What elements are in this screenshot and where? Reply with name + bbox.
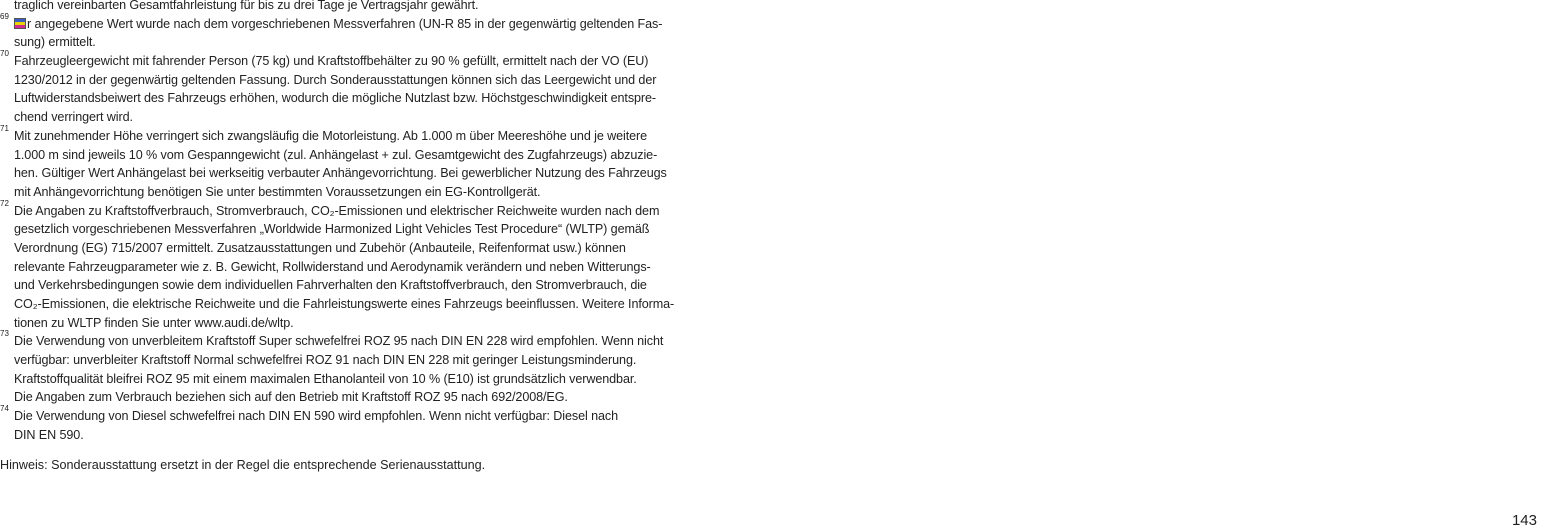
footnote-number: 71 — [0, 123, 9, 133]
footnote-line-text: r angegebene Wert wurde nach dem vorgeschriebenen Messverfahren (UN-R 85 in der gegenwärtig geltenden Fas- — [27, 16, 663, 31]
footnote-number: 74 — [0, 404, 9, 414]
footnote-72 — [0, 198, 740, 333]
footnote-line: Die Angaben zu Kraftstoffverbrauch, Stromverbrauch, CO₂-Emissionen und elektrischer Reichweite wurden nach dem — [14, 203, 660, 218]
intro-line: traglich vereinbarten Gesamtfahrleistung für bis zu drei Tage je Vertragsjahr gewährt. — [14, 0, 479, 12]
footnote-number: 69 — [0, 11, 9, 21]
note-text: Hinweis: Sonderausstattung ersetzt in der Regel die entsprechende Serienausstattung. — [0, 458, 486, 472]
footnote-69 — [0, 11, 740, 52]
footnote-line: Mit zunehmender Höhe verringert sich zwangsläufig die Motorleistung. Ab 1.000 m über Meereshöhe und je weitere — [14, 128, 648, 143]
footnote-line: Kraftstoffqualität bleifrei ROZ 95 mit einem maximalen Ethanolanteil von 10 % (E10) ist grundsätzlich verwendbar. — [14, 371, 637, 386]
footnote-line — [0, 15, 740, 34]
footnote-line: mit Anhängevorrichtung benötigen Sie unter bestimmten Voraussetzungen ein EG-Kontrollgerät. — [14, 184, 541, 199]
footnote-line: 1.000 m sind jeweils 10 % vom Gespanngewicht (zul. Anhängelast + zul. Gesamtgewicht des Zugfahrzeugs) abzuzie- — [14, 147, 658, 162]
footnote-line: Die Verwendung von Diesel schwefelfrei nach DIN EN 590 wird empfohlen. Wenn nicht verfügbar: Diesel nach — [14, 409, 618, 424]
footnote-line: verfügbar: unverbleiter Kraftstoff Normal schwefelfrei ROZ 91 nach DIN EN 228 mit geringer Leistungsminderung. — [14, 353, 637, 368]
footnote-line: Die Verwendung von unverbleitem Kraftstoff Super schwefelfrei ROZ 95 nach DIN EN 228 wird empfohlen. Wenn nicht — [14, 334, 664, 349]
footnote-line: DIN EN 590. — [14, 427, 84, 442]
footnote-73 — [0, 329, 740, 407]
footnote-71 — [0, 123, 740, 202]
footnote-line: sung) ermittelt. — [14, 35, 96, 50]
footnote-number: 70 — [0, 49, 9, 59]
footnote-number: 73 — [0, 329, 9, 339]
footnote-line: relevante Fahrzeugparameter wie z. B. Gewicht, Rollwiderstand und Aerodynamik verändern und neben Witterungs- — [14, 259, 651, 274]
footnote-line: gesetzlich vorgeschriebenen Messverfahren „Worldwide Harmonized Light Vehicles Test Procedure“ (WLTP) gemäß — [14, 222, 650, 237]
footnote-70 — [0, 49, 740, 127]
footnote-line: Die Angaben zum Verbrauch beziehen sich auf den Betrieb mit Kraftstoff ROZ 95 nach 692/2008/EG. — [14, 390, 568, 405]
footnote-line: 1230/2012 in der gegenwärtig geltenden Fassung. Durch Sonderausstattungen können sich das Leergewicht und der — [14, 72, 657, 87]
footnote-line: Verordnung (EG) 715/2007 ermittelt. Zusatzausstattungen und Zubehör (Anbauteile, Reifenformat usw.) können — [14, 240, 626, 255]
footnote-line: und Verkehrsbedingungen sowie dem individuellen Fahrverhalten den Kraftstoffverbrauch, den Stromverbrauch, die — [14, 278, 647, 293]
footnote-line: hen. Gültiger Wert Anhängelast bei werkseitig verbauter Anhängevorrichtung. Bei gewerblicher Nutzung des Fahrzeugs — [14, 166, 667, 181]
footnote-number: 72 — [0, 198, 9, 208]
footnote-line: Fahrzeugleergewicht mit fahrender Person (75 kg) und Kraftstoffbehälter zu 90 % gefüllt, ermittelt nach der VO (EU) — [14, 54, 649, 69]
footnote-line: chend verringert wird. — [14, 110, 133, 125]
footnote-line: Luftwiderstandsbeiwert des Fahrzeugs erhöhen, wodurch die mögliche Nutzlast bzw. Höchstgeschwindigkeit entspre- — [14, 91, 657, 106]
footnote-line: CO₂-Emissionen, die elektrische Reichweite und die Fahrleistungswerte eines Fahrzeugs beeinflussen. Weitere Informa- — [14, 297, 675, 311]
footnotes-section — [0, 0, 740, 445]
page-number: 143 — [1511, 512, 1537, 529]
color-glyph-icon — [14, 18, 26, 29]
footnote-line: tionen zu WLTP finden Sie unter www.audi.de/wltp. — [14, 315, 294, 330]
footnote-74 — [0, 404, 740, 444]
